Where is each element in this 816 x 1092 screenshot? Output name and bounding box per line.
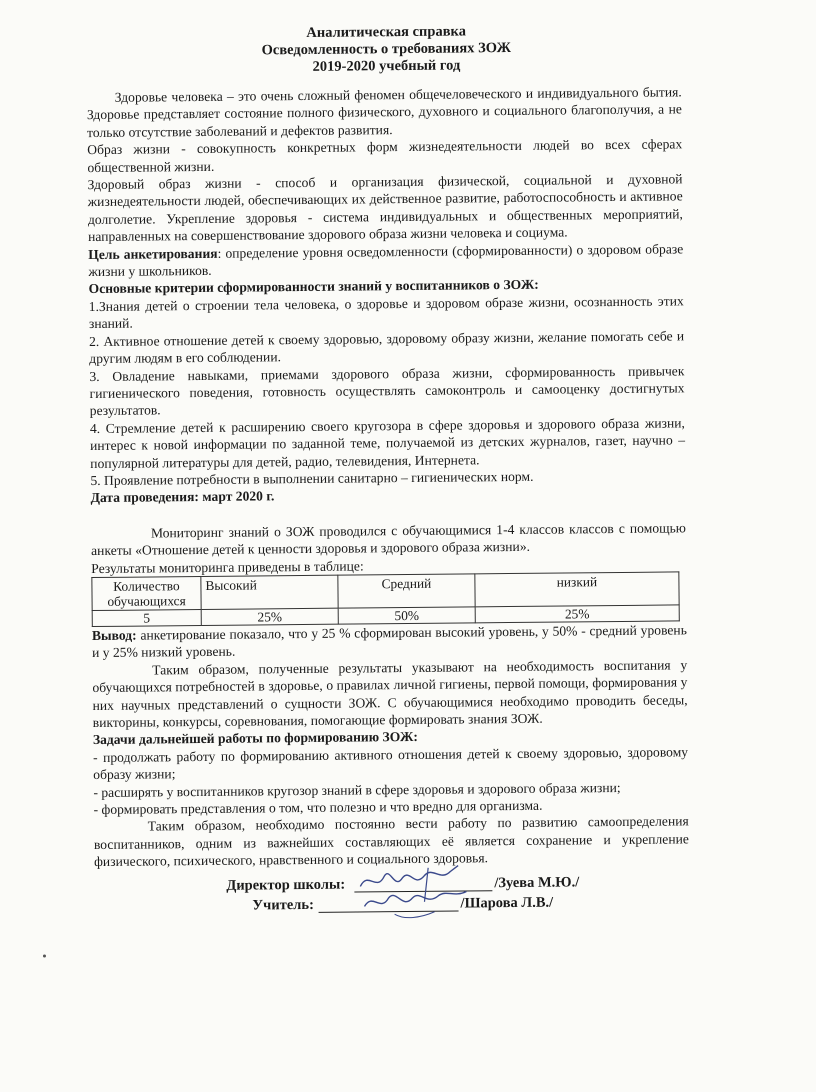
title-line-1: Аналитическая справка	[306, 23, 466, 41]
table-cell: 50%	[338, 607, 475, 624]
criteria-item: 4. Стремление детей к расширению своего кругозора в сфере здоровья и здорового образа жизни, интерес к новой информации по заданной теме, получаемой из детских журналов, газет, научно – популярной литературы для детей, радио, телевидения, Интернета.	[89, 415, 686, 471]
table-cell: 25%	[475, 605, 679, 623]
director-label: Директор школы:	[226, 876, 346, 894]
director-signature-scribble	[354, 861, 475, 926]
conclusion-text: анкетирование показало, что у 25 % сформирован высокий уровень, у 50% - средний уровень и у 25% низкий уровень.	[92, 622, 687, 661]
criteria-item: 1.Знания детей о строении тела человека, о здоровье и здоровом образе жизни, осознанность этих знаний.	[88, 293, 684, 332]
paragraph-conclusion	[92, 621, 687, 662]
document-body	[87, 83, 689, 870]
date-line: Дата проведения: март 2020 г.	[90, 488, 275, 506]
teacher-name: /Шарова Л.В./	[460, 894, 554, 912]
table-header-cell: Средний	[338, 574, 475, 608]
paragraph-healthy-lifestyle: Здоровый образ жизни - способ и организация физической, социальной и духовной жизнедеятельности людей, обеспечивающих их действенное развитие, работоспособность и активное долголетие. Укрепление здоровья - система индивидуальных и общественных мероприятий, направленных на совершенствование здорового образа жизни человека и социума.	[87, 171, 683, 245]
paragraph-monitoring: Мониторинг знаний о ЗОЖ проводился с обучающимися 1-4 классов классов с помощью анкеты «Отношение детей к ценности здоровья и здорового образа жизни».	[91, 520, 686, 559]
table-header-cell: низкий	[475, 572, 679, 607]
signature-block	[226, 874, 646, 916]
table-header-row	[92, 572, 679, 611]
title-line-3: 2019-2020 учебный год	[312, 57, 461, 75]
tasks-heading: Задачи дальнейшей работы по формированию ЗОЖ:	[92, 729, 418, 748]
paragraph-health: Здоровье человека – это очень сложный феномен общечеловеческого и индивидуального бытия. Здоровье представляет состояние полного физического, духовного и социального благополучия, а не только отсутствие заболеваний и дефектов развития.	[86, 84, 682, 140]
task-item: - продолжать работу по формированию активного отношения детей к своему здоровью, здоровому образу жизни;	[93, 744, 689, 783]
teacher-label: Учитель:	[252, 896, 314, 914]
task-item: - расширять у воспитанников кругозор знаний в сфере здоровья и здорового образа жизни;	[93, 779, 621, 800]
table-header-cell: Количество обучающихся	[92, 576, 201, 610]
document-title	[0, 20, 777, 78]
goal-label: Цель анкетирования	[88, 245, 218, 262]
task-item: - формировать представления о том, что полезно и что вредно для организма.	[93, 797, 543, 818]
paragraph-lifestyle: Образ жизни - совокупность конкретных форм жизнедеятельности людей во всех сферах общественной жизни.	[87, 136, 683, 175]
criteria-heading: Основные критерии сформированности знаний у воспитанников о ЗОЖ:	[88, 277, 539, 297]
title-line-2: Осведомленность о требованиях ЗОЖ	[261, 39, 512, 59]
paragraph-goal	[88, 240, 683, 281]
criteria-item: 5. Проявление потребности в выполнении санитарно – гигиенических норм.	[90, 468, 534, 488]
results-table	[91, 571, 679, 627]
conclusion-label: Вывод:	[91, 627, 137, 644]
director-name: /Зуева М.Ю./	[494, 874, 580, 892]
goal-text: : определение уровня осведомленности (сформированности) о здоровом образе жизни у школьников.	[88, 241, 684, 280]
table-cell: 5	[92, 609, 201, 626]
paper-speck	[43, 954, 46, 957]
criteria-item: 2. Активное отношение детей к своему здоровью, здоровому образу жизни, желание помогать себе и другим людям в его соблюдении.	[89, 328, 685, 367]
table-header-cell: Высокий	[201, 575, 338, 609]
table-cell: 25%	[201, 608, 338, 625]
results-intro: Результаты мониторинга приведены в таблице:	[91, 557, 364, 576]
paragraph-conclusion-2: Таким образом, полученные результаты указывают на необходимость воспитания у обучающихся потребностей в здоровье, о правилах личной гигиены, первой помощи, формирования у них научных представлений о сущности ЗОЖ. С обучающимися необходимо проводить беседы, викторины, конкурсы, соревнования, помогающие формировать знания ЗОЖ.	[92, 657, 688, 731]
paragraph-final: Таким образом, необходимо постоянно вести работу по развитию самоопределения воспитанников, одним из важнейших составляющих её является сохранение и укрепление физического, психического, нравственного и социального здоровья.	[93, 813, 689, 870]
criteria-item: 3. Овладение навыками, приемами здорового образа жизни, сформированность привычек гигиенического поведения, готовность осуществлять самоконтроль и самооценку достигнутых результатов.	[89, 362, 685, 419]
